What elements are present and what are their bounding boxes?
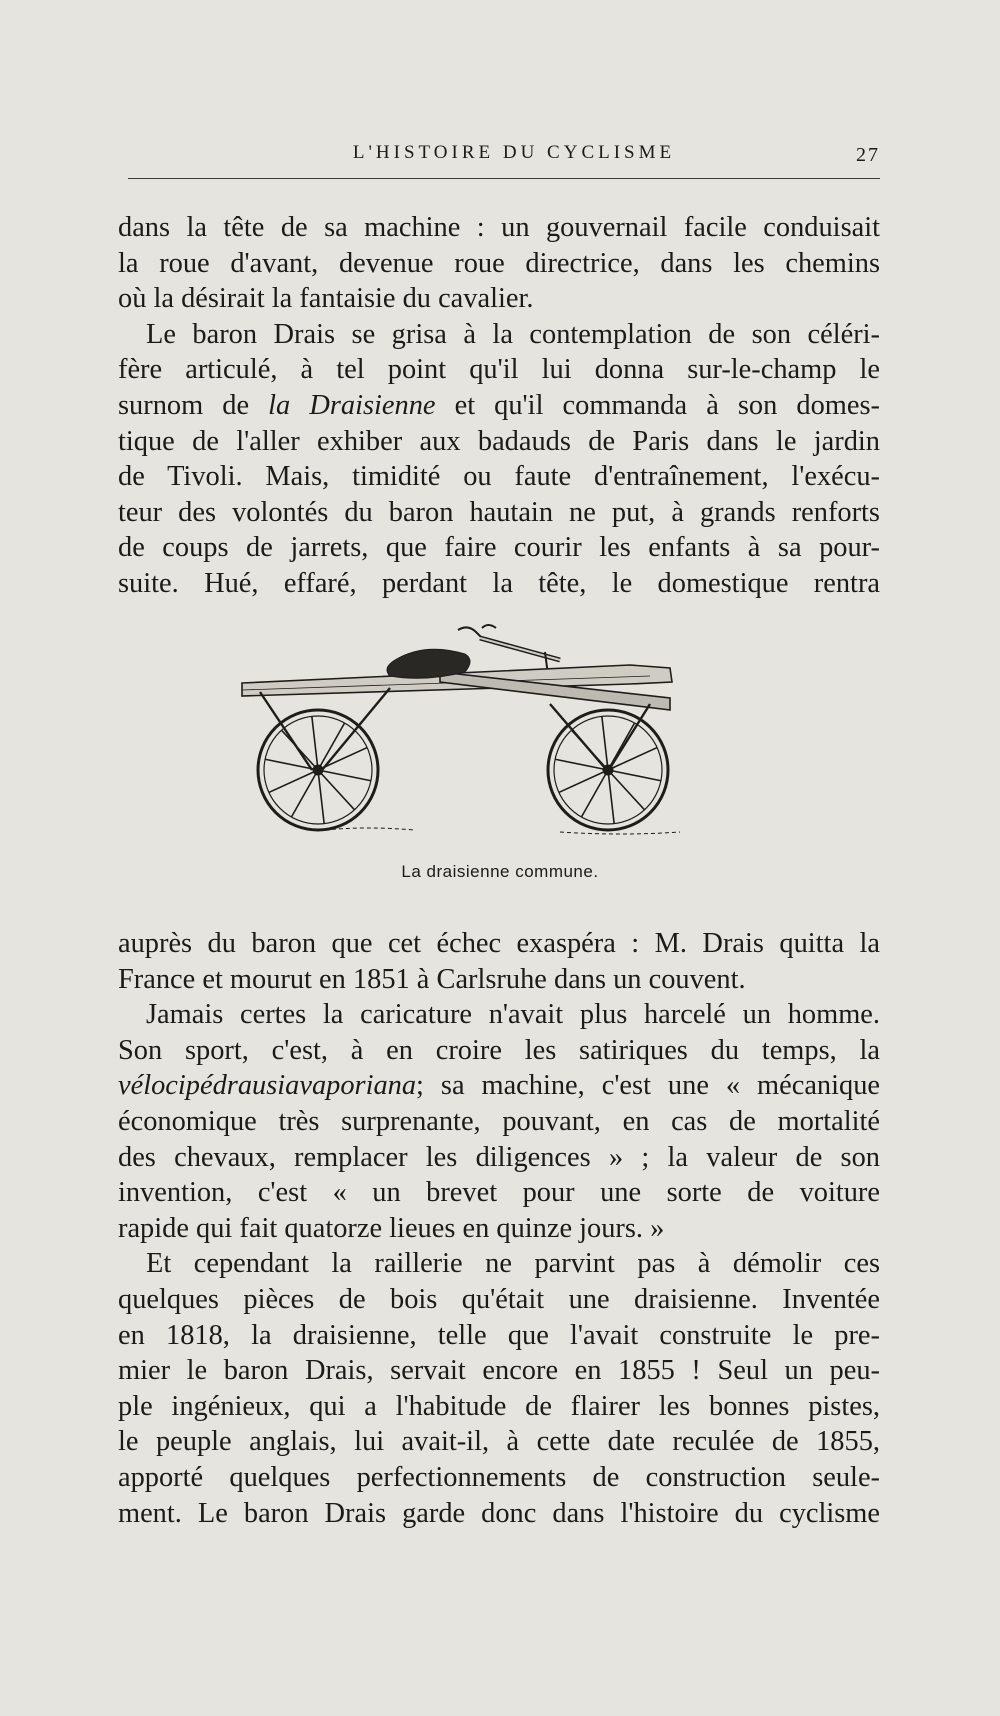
header-rule [128,178,880,179]
text-line [118,1353,880,1389]
figure-caption: La draisienne commune. [401,862,599,881]
text-run: France et mourut en 1851 à Carlsruhe dans un couvent. [118,963,746,995]
text-run: économique très surprenante, pouvant, en cas de mortalité [118,1105,880,1137]
running-title: L'HISTOIRE DU CYCLISME [352,142,676,163]
text-run: mier le baron Drais, servait encore en 1855 ! Seul un peu- [118,1355,880,1387]
text-run: ple ingénieux, qui a l'habitude de flairer les bonnes pistes, [118,1390,880,1422]
text-run: suite. Hué, effaré, perdant la tête, le domestique rentra [118,567,880,599]
text-run: surnom de [118,389,269,421]
text-run: ment. Le baron Drais garde donc dans l'histoire du cyclisme [118,1497,880,1529]
text-line [118,1175,880,1211]
text-line [118,1140,880,1176]
text-line [118,530,880,566]
text-line [118,281,880,317]
text-line [118,1211,880,1247]
text-run: dans la tête de sa machine : un gouvernail facile conduisait [118,212,880,243]
text-run: le peuple anglais, lui avait-il, à cette date reculée de 1855, [118,1426,880,1458]
text-run: tique de l'aller exhiber aux badauds de Paris dans le jardin [118,425,880,457]
text-line [118,495,880,531]
text-line [118,210,880,246]
text-run: quelques pièces de bois qu'était une draisienne. Inventée [118,1283,880,1315]
text-line [118,1033,880,1069]
text-run: la roue d'avant, devenue roue directrice, dans les chemins [118,247,880,279]
text-run: invention, c'est « un brevet pour une sorte de voiture [118,1177,880,1209]
text-line [118,997,880,1033]
italic-term: vélocipédrausiavaporiana [118,1070,417,1102]
text-line [118,1460,880,1496]
text-line [118,1104,880,1140]
text-run: rapide qui fait quatorze lieues en quinze jours. » [118,1212,665,1244]
text-line [118,246,880,282]
running-header [128,142,880,164]
text-line [118,1424,880,1460]
text-run: Son sport, c'est, à en croire les satiriques du temps, la [118,1034,880,1066]
text-run: ; sa machine, c'est une « mécanique [416,1070,880,1102]
text-run: et qu'il commanda à son domes- [435,389,880,421]
figure-draisienne [230,620,770,860]
text-run: en 1818, la draisienne, telle que l'avait construite le pre- [118,1319,880,1351]
text-line [118,352,880,388]
text-run: teur des volontés du baron hautain ne put, à grands renforts [118,496,880,528]
text-run: fère articulé, à tel point qu'il lui donna sur-le-champ le [118,354,880,386]
text-line [118,459,880,495]
text-line [118,424,880,460]
page-number: 27 [856,144,880,166]
italic-term: la Draisienne [268,389,436,421]
body-text-top [118,210,880,602]
draisienne-illustration-icon [230,620,770,860]
text-run: de coups de jarrets, que faire courir les enfants à sa pour- [118,532,880,564]
text-line [118,1389,880,1425]
body-text-bottom [118,926,880,1531]
text-line [118,1318,880,1354]
text-run: auprès du baron que cet échec exaspéra : M. Drais quitta la [118,928,880,959]
text-run: où la désirait la fantaisie du cavalier. [118,283,534,315]
text-line [118,926,880,962]
text-run: des chevaux, remplacer les diligences » ; la valeur de son [118,1141,880,1173]
text-line [118,566,880,602]
text-line [118,317,880,353]
text-line [118,1496,880,1532]
text-line [118,1282,880,1318]
text-run: Le baron Drais se grisa à la contemplation de son céléri- [146,318,880,350]
text-run: Jamais certes la caricature n'avait plus harcelé un homme. [146,999,880,1031]
text-run: apporté quelques perfectionnements de construction seule- [118,1461,880,1493]
text-line [118,962,880,998]
text-line [118,1068,880,1104]
text-run: de Tivoli. Mais, timidité ou faute d'entraînement, l'exécu- [118,461,880,493]
text-line [118,388,880,424]
text-run: Et cependant la raillerie ne parvint pas à démolir ces [146,1248,880,1280]
text-line [118,1246,880,1282]
